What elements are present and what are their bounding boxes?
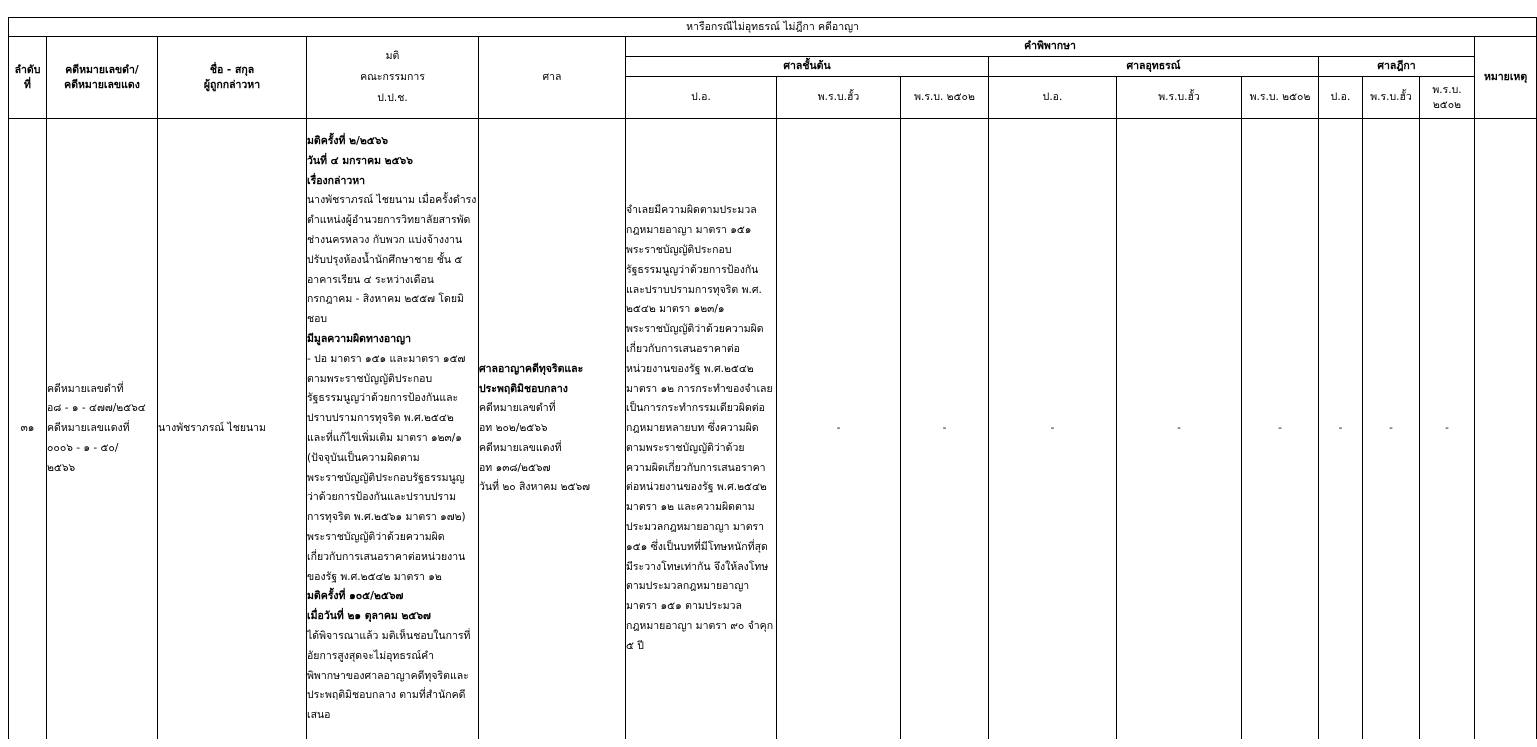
row-resolution — [307, 119, 479, 740]
row-remarks — [1475, 119, 1537, 740]
row-accused-name: นางพัชราภรณ์ ไชยนาม — [158, 119, 307, 740]
row-first-criminal-code — [626, 119, 777, 740]
resolution-line: อัยการสูงสุดจะไม่อุทธรณ์คำ — [307, 649, 435, 662]
table-banner: หารือกรณีไม่อุทธรณ์ ไม่ฎีกา คดีอาญา — [9, 18, 1537, 37]
resolution-line: ตำแหน่งผู้อำนวยการวิทยาลัยสารพัด — [307, 214, 471, 227]
row-court — [479, 119, 626, 740]
header-first-court: ศาลชั้นต้น — [626, 57, 989, 77]
row-appeal-act-2502: - — [1242, 119, 1319, 740]
header-first-act-2502: พ.ร.บ. ๒๕๐๒ — [901, 77, 989, 119]
resolution-line: ปราบปรามการทุจริต พ.ศ.๒๕๔๒ — [307, 412, 454, 425]
header-supreme-court: ศาลฎีกา — [1319, 57, 1475, 77]
resolution-line: วันที่ ๔ มกราคม ๒๕๖๖ — [307, 154, 413, 167]
case-table — [8, 17, 1537, 739]
resolution-line: มติครั้งที่ ๑๐๕/๒๕๖๗ — [307, 590, 404, 603]
resolution-line: พระราชบัญญัติว่าด้วยความผิด — [307, 530, 445, 543]
judgment-line: พระราชบัญญัติประกอบ — [626, 243, 732, 256]
judgment-line: กฎหมายอาญา มาตรา ๙๐ จำคุก — [626, 620, 774, 633]
judgment-line: กฎหมายอาญา มาตรา ๑๕๑ — [626, 224, 752, 237]
court-line: อท ๒๐๒/๒๕๖๖ — [479, 422, 548, 435]
row-order: ๓๑ — [9, 119, 47, 740]
resolution-line: ปรับปรุงห้องน้ำนักศึกษาชาย ชั้น ๕ — [307, 253, 463, 266]
judgment-line: มาตรา ๑๕๑ ตามประมวล — [626, 600, 742, 613]
judgment-line: และปราบปรามการทุจริต พ.ศ. — [626, 283, 762, 296]
judgment-line: ความผิดเกี่ยวกับการเสนอราคา — [626, 461, 766, 474]
judgment-line: ต่อหน่วยงานของรัฐ พ.ศ.๒๕๔๒ — [626, 481, 767, 494]
resolution-line: ได้พิจารณาแล้ว มติเห็นชอบในการที่ — [307, 629, 471, 642]
row-case-number: คดีหมายเลขดำที่ อ๘ - ๑ - ๔๗๗/๒๕๖๔ คดีหมายเลขแดงที่ ๐๐๐๖ - ๑ - ๕๐/ ๒๕๖๖ — [47, 119, 158, 740]
judgment-line: เป็นการกระทำกรรมเดียวผิดต่อ — [626, 402, 765, 415]
resolution-line: ว่าด้วยการป้องกันและปราบปราม — [307, 491, 457, 504]
judgment-line: มาตรา ๑๒ และความผิดตาม — [626, 501, 755, 514]
judgment-line: จำเลยมีความผิดตามประมวล — [626, 204, 757, 217]
header-name: ชื่อ - สกุล ผู้ถูกกล่าวหา — [158, 37, 307, 119]
header-appeal-collusion-act: พ.ร.บ.ฮั้ว — [1117, 77, 1242, 119]
header-first-collusion-act: พ.ร.บ.ฮั้ว — [777, 77, 901, 119]
resolution-line: มติครั้งที่ ๒/๒๕๖๖ — [307, 135, 389, 148]
header-order: ลำดับ ที่ — [9, 37, 47, 119]
header-appeal-act-2502: พ.ร.บ. ๒๕๐๒ — [1242, 77, 1319, 119]
resolution-line: มีมูลความผิดทางอาญา — [307, 333, 411, 346]
resolution-line: นางพัชราภรณ์ ไชยนาม เมื่อครั้งดำรง — [307, 194, 477, 207]
header-appeal-court: ศาลอุทธรณ์ — [989, 57, 1319, 77]
judgment-line: ตามพระราชบัญญัติว่าด้วย — [626, 441, 745, 454]
judgment-line: ๑๕๑ ซึ่งเป็นบทที่มีโทษหนักที่สุด — [626, 540, 768, 553]
resolution-line: ประพฤติมิชอบกลาง ตามที่สำนักคดี — [307, 689, 466, 702]
row-first-act-2502: - — [901, 119, 989, 740]
resolution-line: ตามพระราชบัญญัติประกอบ — [307, 372, 433, 385]
judgment-line: กฎหมายหลายบท ซึ่งความผิด — [626, 422, 759, 435]
resolution-line: กรกฎาคม - สิงหาคม ๒๕๕๗ โดยมิ — [307, 293, 464, 306]
resolution-line: - ปอ มาตรา ๑๕๑ และมาตรา ๑๕๗ — [307, 352, 466, 365]
resolution-line: อาคารเรียน ๔ ระหว่างเดือน — [307, 273, 434, 286]
judgment-line: ตามประมวลกฎหมายอาญา — [626, 580, 750, 593]
resolution-line: เรื่องกล่าวหา — [307, 174, 366, 187]
resolution-line: รัฐธรรมนูญว่าด้วยการป้องกันและ — [307, 392, 459, 405]
row-appeal-criminal-code: - — [989, 119, 1117, 740]
court-line: วันที่ ๒๐ สิงหาคม ๒๕๖๗ — [479, 481, 591, 494]
resolution-line: ช่างนครหลวง กับพวก แบ่งจ้างงาน — [307, 234, 463, 247]
header-resolution: มติ คณะกรรมการ ป.ป.ช. — [307, 37, 479, 119]
header-case-number: คดีหมายเลขดำ/ คดีหมายเลขแดง — [47, 37, 158, 119]
court-line: คดีหมายเลขแดงที่ — [479, 441, 562, 454]
header-judgment: คำพิพากษา — [626, 37, 1475, 57]
resolution-line: พระราชบัญญัติประกอบรัฐธรรมนูญ — [307, 471, 465, 484]
header-supreme-act-2502: พ.ร.บ. ๒๕๐๒ — [1420, 77, 1475, 119]
row-supreme-act-2502: - — [1420, 119, 1475, 740]
header-court: ศาล — [479, 37, 626, 119]
resolution-line: การทุจริต พ.ศ.๒๕๖๑ มาตรา ๑๗๒) — [307, 511, 466, 524]
resolution-line: เมื่อวันที่ ๒๑ ตุลาคม ๒๕๖๗ — [307, 610, 431, 623]
header-supreme-collusion-act: พ.ร.บ.ฮั้ว — [1363, 77, 1420, 119]
resolution-line: (ปัจจุบันเป็นความผิดตาม — [307, 451, 420, 464]
court-line: คดีหมายเลขดำที่ — [479, 402, 556, 415]
header-appeal-criminal-code: ป.อ. — [989, 77, 1117, 119]
court-line: ศาลอาญาคดีทุจริตและ — [479, 362, 584, 375]
resolution-line: และที่แก้ไขเพิ่มเติม มาตรา ๑๒๓/๑ — [307, 432, 462, 444]
judgment-line: รัฐธรรมนูญว่าด้วยการป้องกัน — [626, 263, 759, 276]
table-row — [9, 119, 1537, 740]
row-appeal-collusion-act: - — [1117, 119, 1242, 740]
header-supreme-criminal-code: ป.อ. — [1319, 77, 1363, 119]
resolution-line: ของรัฐ พ.ศ.๒๕๔๒ มาตรา ๑๒ — [307, 570, 442, 583]
judgment-line: เกี่ยวกับการเสนอราคาต่อ — [626, 342, 740, 355]
row-first-collusion-act: - — [777, 119, 901, 740]
judgment-line: ๕ ปี — [626, 639, 644, 652]
header-remarks: หมายเหตุ — [1475, 37, 1537, 119]
judgment-line: ๒๕๔๒ มาตรา ๑๒๓/๑ — [626, 303, 725, 316]
judgment-line: ประมวลกฎหมายอาญา มาตรา — [626, 521, 765, 534]
judgment-line: มาตรา ๑๒ การกระทำของจำเลย — [626, 382, 773, 395]
court-line: ประพฤติมิชอบกลาง — [479, 382, 568, 395]
row-supreme-collusion-act: - — [1363, 119, 1420, 740]
resolution-line: เกี่ยวกับการเสนอราคาต่อหน่วยงาน — [307, 550, 466, 563]
header-first-criminal-code: ป.อ. — [626, 77, 777, 119]
row-supreme-criminal-code: - — [1319, 119, 1363, 740]
resolution-line: พิพากษาของศาลอาญาคดีทุจริตและ — [307, 669, 469, 682]
judgment-line: มีระวางโทษเท่ากัน จึงให้ลงโทษ — [626, 560, 769, 573]
resolution-line: เสนอ — [307, 709, 331, 722]
resolution-line: ชอบ — [307, 313, 328, 326]
judgment-line: พระราชบัญญัติว่าด้วยความผิด — [626, 323, 764, 336]
judgment-line: หน่วยงานของรัฐ พ.ศ.๒๕๔๒ — [626, 362, 754, 375]
court-line: อท ๑๓๘/๒๕๖๗ — [479, 461, 551, 474]
